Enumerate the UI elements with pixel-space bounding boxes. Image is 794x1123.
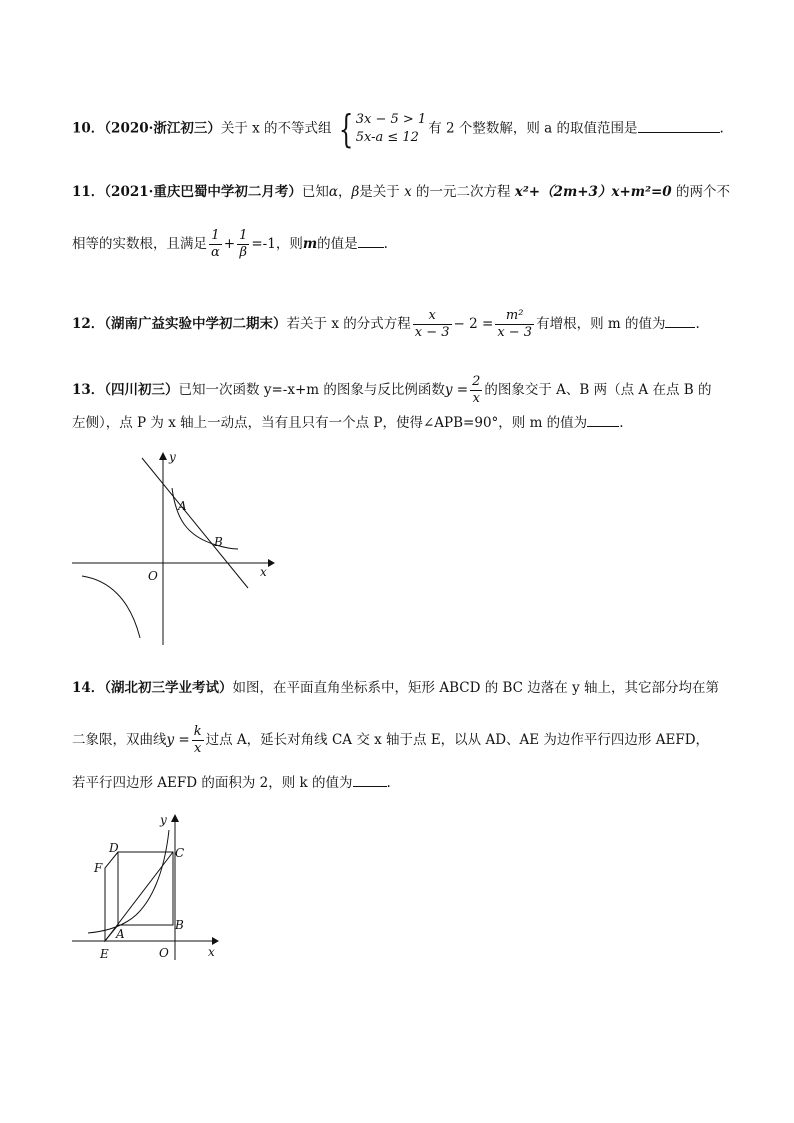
q11-fraction-2 (237, 228, 249, 261)
q12-stem: 若关于 x 的分式方程 (286, 316, 411, 332)
question-12 (72, 308, 700, 341)
q11-stem-a: 已知 (301, 184, 329, 200)
q14-label-a: A (116, 927, 125, 941)
q14-y-axis-arrow-icon (171, 814, 179, 822)
q12-frac2-denominator: x − 3 (497, 325, 533, 340)
q14-frac-numerator: k (193, 724, 202, 739)
q11-line2-c: 的值是 (317, 236, 358, 252)
q13-x-axis-arrow-icon (268, 559, 275, 567)
q14-y-equals: y = (166, 732, 190, 748)
q14-number: 14． (72, 680, 105, 696)
q12-answer-blank[interactable] (665, 313, 695, 328)
q11-beta: β (351, 184, 360, 200)
q13-figure (68, 448, 278, 648)
q14-line2-b: 过点 A，延长对角线 CA 交 x 轴于点 E，以从 AD、AE 为边作平行四边形 AEFD， (205, 732, 710, 748)
q10-inequality-system (334, 107, 427, 151)
q12-frac2-numerator: m² (495, 308, 534, 325)
q13-stem-a: 已知一次函数 y=-x+m 的图象与反比例函数 (178, 382, 445, 398)
q11-end: . (383, 236, 388, 252)
q13-end: . (619, 415, 624, 431)
q13-y-axis-arrow-icon (159, 452, 167, 460)
q14-source: （湖北初三学业考试） (104, 680, 233, 696)
q11-stem-d: 的两个不 (676, 184, 730, 200)
q11-frac2-numerator: 1 (239, 228, 248, 243)
q10-answer-blank[interactable] (638, 118, 720, 133)
q12-minus-two: − 2 = (453, 316, 494, 332)
q14-line3: 若平行四边形 AEFD 的面积为 2，则 k 的值为 (72, 775, 353, 791)
question-13-line-2 (72, 412, 623, 433)
q10-number: 10． (72, 120, 105, 137)
q14-figure (70, 810, 230, 965)
q11-frac1-numerator: 1 (209, 228, 222, 245)
q12-end: . (695, 316, 700, 332)
q13-label-x: x (260, 565, 267, 579)
q11-answer-blank[interactable] (358, 233, 384, 248)
q11-line2-b: =-1，则 (251, 236, 303, 252)
question-11-line-1 (72, 182, 730, 202)
brace-icon: { (338, 107, 353, 151)
q13-hyperbola-branch-1 (172, 488, 238, 549)
q11-frac1-denominator: α (211, 245, 220, 260)
q12-frac1-denominator: x − 3 (414, 325, 450, 340)
q12-tail: 有增根，则 m 的值为 (536, 316, 666, 332)
q13-stem-b: 的图象交于 A、B 两（点 A 在点 B 的 (484, 382, 712, 398)
q11-comma: ， (337, 184, 352, 200)
q11-source: （2021·重庆巴蜀中学初二月考） (104, 184, 302, 200)
q12-fraction-1 (413, 308, 452, 341)
q10-source: （2020·浙江初三） (104, 120, 221, 137)
q13-source: （四川初三） (104, 382, 179, 398)
q14-end: . (386, 775, 391, 791)
question-14-line-2 (72, 724, 709, 757)
q10-tail: 有 2 个整数解，则 a 的取值范围是 (428, 120, 638, 137)
q13-fraction (470, 374, 482, 407)
q12-fraction-2 (495, 308, 534, 341)
q13-frac-denominator: x (472, 391, 480, 406)
q11-fraction-1 (209, 228, 222, 261)
q14-line2-a: 二象限，双曲线 (72, 732, 167, 748)
question-11-line-2 (72, 228, 388, 261)
q12-frac1-numerator: x (413, 308, 452, 325)
q14-label-x: x (208, 945, 215, 959)
question-13-line-1 (72, 374, 711, 407)
q13-answer-blank[interactable] (587, 412, 619, 427)
q14-label-b: B (175, 918, 184, 932)
q13-label-o: O (148, 569, 158, 583)
q14-label-e: E (100, 947, 109, 961)
q14-answer-blank[interactable] (353, 772, 387, 787)
q10-inequality-2: 5x-a ≤ 12 (355, 130, 419, 145)
q14-hyperbola (88, 830, 169, 933)
q11-number: 11． (72, 184, 105, 200)
q11-stem-b: 是关于 (359, 184, 400, 200)
q13-line2: 左侧），点 P 为 x 轴上一动点，当有且只有一个点 P，使得∠APB=90°，则 m 的值为 (72, 415, 588, 431)
question-14-line-3 (72, 772, 391, 793)
q13-y-equals: y = (444, 382, 469, 398)
q14-x-axis-arrow-icon (212, 937, 219, 945)
q11-frac2-denominator: β (239, 245, 247, 260)
q13-linear-graph (142, 458, 248, 588)
q11-stem-c: 的一元二次方程 (415, 184, 511, 200)
q13-label-b: B (214, 535, 223, 549)
q14-fraction (192, 724, 204, 757)
q10-stem: 关于 x 的不等式组 (220, 120, 332, 137)
q10-end: . (719, 120, 724, 137)
q13-label-a: A (178, 499, 187, 513)
q14-label-y: y (160, 813, 167, 827)
q11-equation: x²+（2m+3）x+m²=0 (514, 184, 672, 200)
q12-source: （湖南广益实验中学初二期末） (104, 316, 287, 332)
q13-frac-numerator: 2 (472, 374, 481, 389)
question-10 (72, 107, 724, 151)
q10-inequality-1: 3x − 5 > 1 (355, 112, 427, 127)
q11-var-x: x (404, 184, 412, 200)
question-14-line-1 (72, 678, 719, 698)
q13-hyperbola-branch-3 (82, 576, 140, 638)
q14-label-c: C (175, 846, 185, 860)
q11-plus: + (223, 236, 236, 252)
q14-label-f: F (94, 861, 103, 875)
q13-label-y: y (169, 450, 176, 464)
q12-number: 12． (72, 316, 105, 332)
q11-alpha: α (328, 184, 338, 200)
q13-number: 13． (72, 382, 105, 398)
q14-label-d: D (109, 841, 119, 855)
q14-frac-denominator: x (194, 741, 202, 756)
q14-stem-a: 如图，在平面直角坐标系中，矩形 ABCD 的 BC 边落在 y 轴上，其它部分均在第 (232, 680, 719, 696)
q11-line2-a: 相等的实数根，且满足 (72, 236, 207, 252)
q14-label-o: O (159, 946, 169, 960)
q11-var-m: m (302, 236, 318, 252)
